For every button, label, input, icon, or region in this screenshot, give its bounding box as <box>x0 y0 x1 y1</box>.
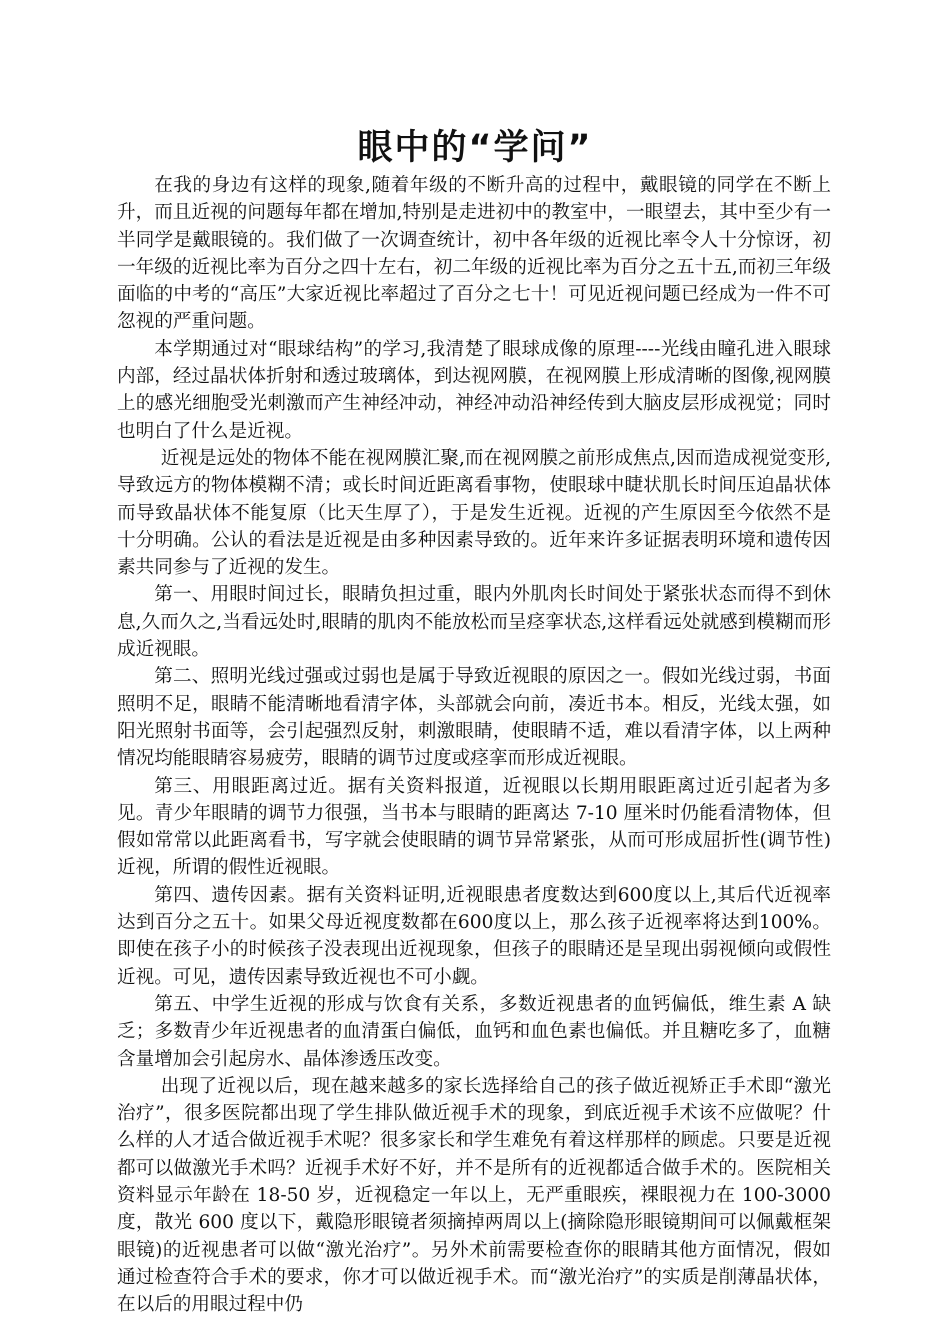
paragraph-cause-1: 第一、用眼时间过长，眼睛负担过重，眼内外肌肉长时间处于紧张状态而得不到休息,久而久之,当看远处时,眼睛的肌肉不能放松而呈痉挛状态,这样看远处就感到模糊而形成近视眼。 <box>117 584 831 661</box>
paragraph-cause-3: 第三、用眼距离过近。据有关资料报道，近视眼以长期用眼距离过近引起者为多见。青少年眼睛的调节力很强，当书本与眼睛的距离达 7-10 厘米时仍能看清物体，但假如常常以此距离看书，写字就会使眼睛的调节异常紧张，从而可形成屈折性(调节性)近视，所谓的假性近视眼。 <box>117 775 831 879</box>
paragraph-survey: 在我的身边有这样的现象,随着年级的不断升高的过程中，戴眼镜的同学在不断上升，而且近视的问题每年都在增加,特别是走进初中的教室中，一眼望去，其中至少有一半同学是戴眼镜的。我们做了一次调查统计，初中各年级的近视比率令人十分惊讶，初一年级的近视比率为百分之四十左右，初二年级的近视比率为百分之五十五,而初三年级面临的中考的“高压”大家近视比率超过了百分之七十！可见近视问题已经成为一件不可忽视的严重问题。 <box>117 175 831 333</box>
document-title: 眼中的“学问” <box>357 128 593 168</box>
paragraph-cause-4: 第四、遗传因素。据有关资料证明,近视眼患者度数达到600度以上,其后代近视率达到百分之五十。如果父母近视度数都在600度以上，那么孩子近视率将达到100%。即使在孩子小的时候孩子没表现出近视现象，但孩子的眼睛还是呈现出弱视倾向或假性近视。可见，遗传因素导致近视也不可小觑。 <box>117 884 831 988</box>
paragraph-eye-structure: 本学期通过对“眼球结构”的学习,我清楚了眼球成像的原理----光线由瞳孔进入眼球内部，经过晶状体折射和透过玻璃体，到达视网膜，在视网膜上形成清晰的图像,视网膜上的感光细胞受光刺激而产生神经冲动，神经冲动沿神经传到大脑皮层形成视觉；同时也明白了什么是近视。 <box>117 338 831 442</box>
paragraph-cause-5: 第五、中学生近视的形成与饮食有关系，多数近视患者的血钙偏低，维生素 A 缺乏；多数青少年近视患者的血清蛋白偏低，血钙和血色素也偏低。并且糖吃多了，血糖含量增加会引起房水、晶体渗透压改变。 <box>117 993 831 1070</box>
paragraph-myopia-definition: 近视是远处的物体不能在视网膜汇聚,而在视网膜之前形成焦点,因而造成视觉变形,导致远方的物体模糊不清；或长时间近距离看事物，使眼球中睫状肌长时间压迫晶状体而导致晶状体不能复原（比天生厚了），于是发生近视。近视的产生原因至今依然不是十分明确。公认的看法是近视是由多种因素导致的。近年来许多证据表明环境和遗传因素共同参与了近视的发生。 <box>117 447 831 579</box>
document-body <box>117 172 831 1318</box>
paragraph-cause-2: 第二、照明光线过强或过弱也是属于导致近视眼的原因之一。假如光线过弱，书面照明不足，眼睛不能清晰地看清字体，头部就会向前，凑近书本。相反，光线太强，如阳光照射书面等，会引起强烈反射，刺激眼睛，使眼睛不适，难以看清字体，以上两种情况均能眼睛容易疲劳，眼睛的调节过度或痉挛而形成近视眼。 <box>117 666 831 770</box>
paragraph-laser-surgery: 出现了近视以后，现在越来越多的家长选择给自己的孩子做近视矫正手术即“激光治疗”，很多医院都出现了学生排队做近视手术的现象，到底近视手术该不应做呢？什么样的人才适合做近视手术呢？很多家长和学生难免有着这样那样的顾虑。只要是近视都可以做激光手术吗？近视手术好不好，并不是所有的近视都适合做手术的。医院相关资料显示年龄在 18-50 岁，近视稳定一年以上，无严重眼疾，裸眼视力在 100-3000 度，散光 600 度以下，戴隐形眼镜者须摘掉两周以上(摘除隐形眼镜期间可以佩戴框架眼镜)的近视患者可以做“激光治疗”。另外术前需要检查你的眼睛其他方面情况，假如通过检查符合手术的要求，你才可以做近视手术。而“激光治疗”的实质是削薄晶状体，在以后的用眼过程中仍 <box>117 1075 831 1316</box>
